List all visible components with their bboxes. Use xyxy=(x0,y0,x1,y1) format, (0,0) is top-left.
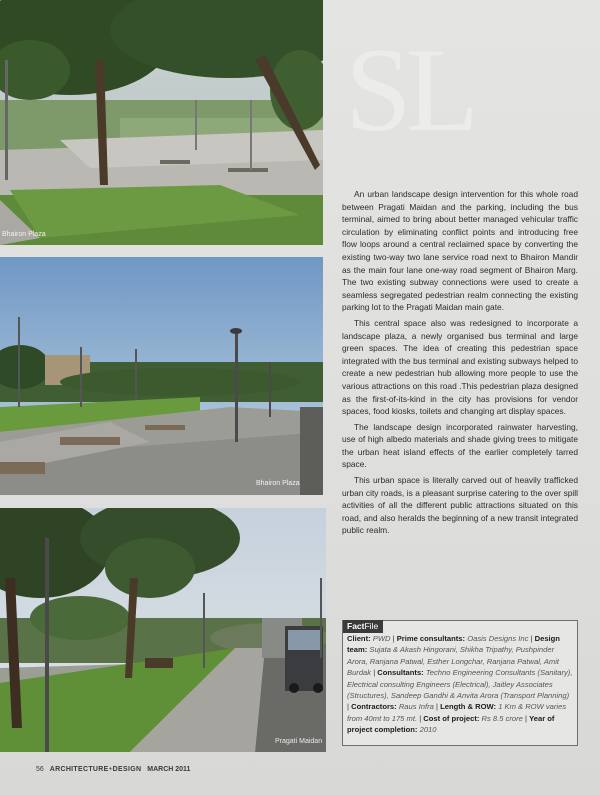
separator: | xyxy=(347,702,349,712)
page-number: 56 xyxy=(36,766,44,773)
article-body xyxy=(342,188,578,540)
photo-2-caption: Bhairon Plaza xyxy=(256,480,300,487)
photo-3-caption: Pragati Maidan xyxy=(275,738,323,745)
article-paragraph: This urban space is literally carved out of heavily trafficked urban city roads, is a pleasant surprise catering to the over spill activities of all the different public attractions situated on this road, and also heralds the beginning of a new transit integrated public realm. xyxy=(342,475,578,536)
length-row-label: Length & ROW: xyxy=(440,702,497,712)
fact-file-title xyxy=(343,620,383,633)
photo-bhairon-plaza-trees xyxy=(0,0,323,245)
article-paragraph: An urban landscape design intervention for this whole road between Pragati Maidan and the parking, including the bus terminal, aimed to bring about better managed vehicular traffic circulation by eliminating conflict points and introducing free flow loops around a central reclaimed space by converting the existing two-way two lane service road next to Bhairon Mandir as the main four lane one-way road segment of Bhairon Marg. The two existing subway connections were used to create a seamless segregated pedestrian realm connecting the existing parking lot to the Pragati Maidan main gate. xyxy=(342,189,578,313)
magazine-plus: + xyxy=(108,766,113,773)
magazine-name-part2: DESIGN xyxy=(112,766,142,773)
page-footer xyxy=(36,766,190,773)
article-paragraph: This central space also was redesigned to incorporate a landscape plaza, a newly organised bus terminal and large green spaces. The idea of creating this pedestrian space integrated with the bus terminal and existing subways helped to create a new pedestrian hub allowing more people to use the various attractions on this road .This pedestrian plaza designed as the first-of-its-kind in the city has provisions for vendor spaces, food kiosks, toilets and changing art display spaces. xyxy=(342,317,578,417)
separator: | xyxy=(392,634,395,643)
cost-label: Cost of project: xyxy=(423,713,480,723)
design-team-value: Sujata & Akash Hingorani, Shikha Tripathy, Pushpinder Arora, Ranjana Patwal, Esther Longchar, Ranjana Patwal, Amit Burdak xyxy=(347,645,560,678)
contractors-value: Raus Infra xyxy=(398,702,434,712)
background-watermark-letters: SL xyxy=(345,23,474,156)
cost-value: Rs 8.5 crore xyxy=(481,713,523,723)
fact-file-title-part2: File xyxy=(364,621,379,631)
consultants-label: Consultants: xyxy=(377,668,424,678)
prime-consultants-label: Prime consultants: xyxy=(396,634,466,643)
year-label: Year of project completion: xyxy=(347,713,555,735)
separator: | xyxy=(525,713,527,723)
client-label: Client: xyxy=(347,634,371,643)
photo-pragati-maidan-walkway xyxy=(0,508,326,752)
fact-file-title-part1: Fact xyxy=(347,621,365,631)
contractors-label: Contractors: xyxy=(351,702,397,712)
separator: | xyxy=(530,634,533,643)
consultants-value: Techno Engineering Consultants (Sanitary), Electrical consulting Engineers (Electrical), Jaitley Associates (Structures), Sandeep Gandhi & Anvita Arora (Transport Planning) xyxy=(347,668,573,701)
year-value: 2010 xyxy=(419,725,437,735)
prime-consultants-value: Oasis Designs Inc xyxy=(467,634,529,643)
photo-1-caption: Bhairon Plaza xyxy=(2,231,46,238)
fact-file-box xyxy=(342,620,578,746)
magazine-name-part1: ARCHITECTURE xyxy=(49,766,109,773)
separator: | xyxy=(373,668,376,678)
design-team-label: Design team: xyxy=(347,634,560,655)
separator: | xyxy=(435,702,438,712)
fact-file-body xyxy=(347,633,573,736)
article-paragraph: The landscape design incorporated rainwater harvesting, use of high albedo materials and shade giving trees to mitigate the urban heat island effects of the earlier completely tarred space. xyxy=(342,421,578,470)
client-value: PWD xyxy=(372,634,391,643)
length-row-value: 1 Km & ROW varies from 40mt to 175 mt. xyxy=(347,702,567,723)
issue-date: MARCH 2011 xyxy=(147,766,191,773)
photo-bhairon-plaza-paving xyxy=(0,257,323,495)
separator: | xyxy=(419,713,422,723)
